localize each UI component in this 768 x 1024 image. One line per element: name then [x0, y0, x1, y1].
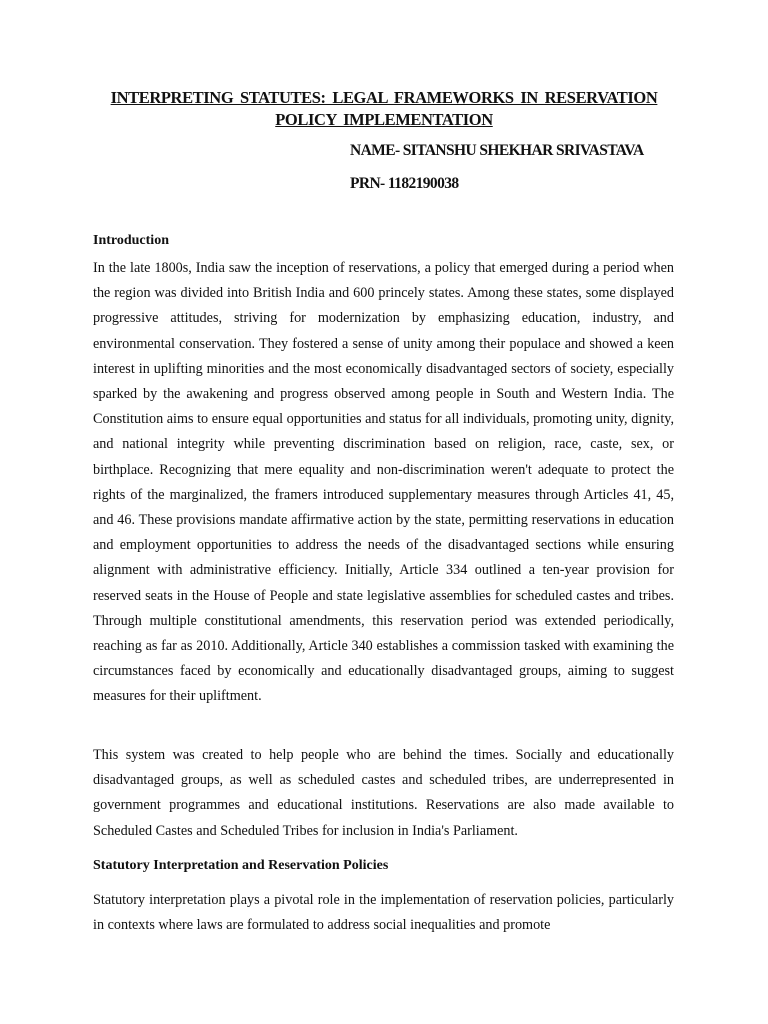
- section-heading-introduction: Introduction: [93, 233, 169, 248]
- statutory-interpretation-paragraph-1: Statutory interpretation plays a pivotal role in the implementation of reservation policies, particularly in contexts where laws are formulated to address social inequalities and promote: [93, 892, 674, 934]
- document-title-line-2: POLICY IMPLEMENTATION: [275, 110, 493, 129]
- author-prn: PRN- 1182190038: [350, 175, 459, 192]
- introduction-paragraph-1: In the late 1800s, India saw the inception of reservations, a policy that emerged during a period when the region was divided into British India and 600 princely states. Among these states, some displayed progressive attitudes, striving for modernization by emphasizing education, industry, and environmental conservation. They fostered a sense of unity among their populace and showed a keen interest in uplifting minorities and the most economically disadvantaged sectors of society, especially sparked by the awakening and progress observed among people in South and Western India. The Constitution aims to ensure equal opportunities and status for all individuals, promoting unity, dignity, and national integrity while preventing discrimination based on religion, race, caste, sex, or birthplace. Recognizing that mere equality and non-discrimination weren't adequate to protect the rights of the marginalized, the framers introduced supplementary measures through Articles 41, 45, and 46. These provisions mandate affirmative action by the state, permitting reservations in education and employment opportunities to address the needs of the disadvantaged sections while ensuring alignment with administrative efficiency. Initially, Article 334 outlined a ten-year provision for reserved seats in the House of People and state legislative assemblies for scheduled castes and tribes. Through multiple constitutional amendments, this reservation period was extended periodically, reaching as far as 2010. Additionally, Article 340 establishes a commission tasked with examining the circumstances faced by economically and educationally disadvantaged groups, aiming to suggest measures for their upliftment.: [93, 260, 674, 705]
- section-heading-statutory-interpretation: Statutory Interpretation and Reservation Policies: [93, 858, 389, 873]
- introduction-paragraph-2: This system was created to help people who are behind the times. Socially and educationally disadvantaged groups, as well as scheduled castes and scheduled tribes, are underrepresented in government programmes and educational institutions. Reservations are also made available to Scheduled Castes and Scheduled Tribes for inclusion in India's Parliament.: [93, 747, 674, 839]
- author-name: NAME- SITANSHU SHEKHAR SRIVASTAVA: [350, 142, 644, 159]
- document-title-line-1: INTERPRETING STATUTES: LEGAL FRAMEWORKS IN RESERVATION: [110, 88, 658, 107]
